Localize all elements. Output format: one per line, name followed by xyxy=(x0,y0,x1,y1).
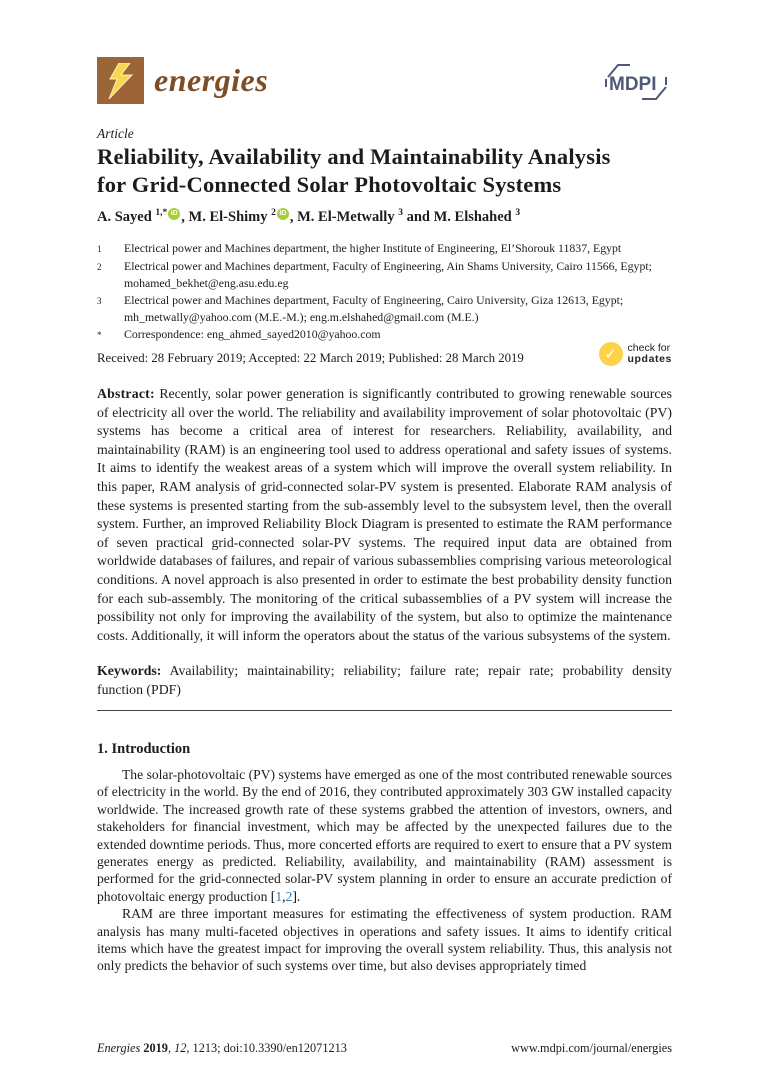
citation-ref-1[interactable]: 1 xyxy=(275,888,283,904)
citation-1-2: [1,2]. xyxy=(270,888,301,904)
svg-text:MDPI: MDPI xyxy=(609,74,657,95)
badge-line2: updates xyxy=(627,353,672,365)
affiliation-row xyxy=(97,326,672,344)
energies-logo-icon xyxy=(97,57,144,104)
check-for-updates-label xyxy=(628,343,672,366)
affiliation-text: Electrical power and Machines department, the higher Institute of Engineering, El’Shorouk 11837, Egypt xyxy=(124,241,622,255)
keywords-label: Keywords: xyxy=(97,663,162,678)
section-heading-introduction: 1. Introduction xyxy=(97,741,191,757)
correspondence-text: Correspondence: eng_ahmed_sayed2010@yahoo.com xyxy=(124,327,381,341)
footer-volume: , 12 xyxy=(167,1041,187,1055)
author-line xyxy=(97,208,672,226)
intro-paragraph-1 xyxy=(97,766,672,905)
author-affil-sup: 2 xyxy=(271,208,276,218)
author-name: M. El-Shimy xyxy=(188,208,268,225)
title-line-1: Reliability, Availability and Maintainability Analysis xyxy=(97,144,611,169)
author-separator: , xyxy=(289,208,298,225)
journal-logo xyxy=(97,57,672,104)
abstract-text: Recently, solar power generation is significantly contributed to growing renewable sources of electricity all over the world. The reliability and availability improvement of solar photovoltaic (PV) systems has become a critical area of interest for researchers. Reliability, availability, and maintainability (RAM) is an engineering tool used to address operational and safety issues of systems. It aims to identify the weakest areas of a system which will improve the overall system reliability. In this paper, RAM analysis of grid-connected solar-PV system is presented. Elaborate RAM analysis of these systems is presented starting from the sub-assembly level to the subsystem level, then the overall system. Further, an improved Reliability Block Diagram is presented to estimate the RAM performance of seven practical grid-connected solar-PV systems. The required input data are obtained from worldwide databases of failures, and repair of various subassemblies comprising various meteorological conditions. A novel approach is also presented in order to estimate the best probability density function for each sub-assembly. The monitoring of the critical subassemblies of a PV system will increase the possibility not only for improving the availability of the system, but also to optimize the maintenance costs. Additionally, it will inform the operators about the status of the various subsystems of the system. xyxy=(97,386,672,643)
affiliation-row xyxy=(97,258,672,292)
footer-journal-url[interactable]: www.mdpi.com/journal/energies xyxy=(511,1041,672,1055)
footer-doi: , 1213; doi:10.3390/en12071213 xyxy=(186,1041,347,1055)
author-affil-sup: 3 xyxy=(398,208,403,218)
dates-line: Received: 28 February 2019; Accepted: 22 March 2019; Published: 28 March 2019 xyxy=(97,351,524,365)
author-separator: and xyxy=(402,208,434,225)
intro-paragraph-2: RAM are three important measures for estimating the effectiveness of system production. RAM analysis has many multi-faceted objectives in operations and safety issues. It aims to identify critical items which have the greatest impact for improving the overall system reliability. Thus, this analysis not only predicts the behavior of such systems over time, but also devises appropriately timed xyxy=(97,906,672,974)
lightning-bolt-icon xyxy=(108,63,134,99)
affiliation-row xyxy=(97,240,672,258)
affiliation-text: Electrical power and Machines department, Faculty of Engineering, Ain Shams University, Cairo 11566, Egypt; mohamed_bekhet@eng.asu.edu.eg xyxy=(124,259,652,290)
mdpi-logo xyxy=(600,61,672,108)
author-name: A. Sayed xyxy=(97,208,152,225)
affiliation-marker: 1 xyxy=(97,244,102,254)
intro-paragraph-1-text: The solar-photovoltaic (PV) systems have emerged as one of the most contributed renewable sources of electricity in the world. By the end of 2016, they contributed approximately 303 GW installed capacity worldwide. The increased growth rate of these systems grabbed the attention of investors, owners, and stakeholders for financial investment, which may be affected by the unexpected failures due to the extended downtime periods. Thus, more concerted efforts are required to exert to ensure that a PV system generates energy as predicted. Reliability, availability, and maintainability (RAM) assessment is performed for the grid-connected solar-PV system planning in order to ensure an accurate prediction of photovoltaic energy production xyxy=(97,767,672,904)
footer-year: 2019 xyxy=(140,1041,168,1055)
check-icon: ✓ xyxy=(599,342,623,366)
orcid-icon[interactable]: iD xyxy=(277,208,289,220)
affiliations xyxy=(97,240,672,344)
page-title xyxy=(97,143,672,199)
citation-ref-2[interactable]: 2 xyxy=(285,888,293,904)
masthead xyxy=(97,57,672,107)
keywords-text: Availability; maintainability; reliability; failure rate; repair rate; probability density function (PDF) xyxy=(97,663,672,697)
journal-name: energies xyxy=(154,62,269,98)
footer-journal-name: Energies xyxy=(97,1041,141,1055)
affiliation-marker: 3 xyxy=(97,296,102,306)
badge-line1: check for xyxy=(627,341,671,354)
footer-citation xyxy=(97,1041,347,1056)
check-for-updates-badge[interactable] xyxy=(599,342,672,366)
author-separator: , xyxy=(181,208,189,225)
affiliation-text: Electrical power and Machines department, Faculty of Engineering, Cairo University, Giza 12613, Egypt; mh_metwally@yahoo.com (M.E.-M.); eng.m.elshahed@gmail.com (M.E.) xyxy=(124,293,624,324)
affiliation-marker: 2 xyxy=(97,262,102,272)
article-type-label: Article xyxy=(97,126,134,141)
correspondence-marker: * xyxy=(97,330,102,340)
abstract xyxy=(97,385,672,645)
author-affil-sup: 3 xyxy=(515,208,521,218)
orcid-icon[interactable]: iD xyxy=(168,208,180,220)
section-divider xyxy=(97,710,672,711)
page-footer xyxy=(97,1041,672,1056)
affiliation-row xyxy=(97,292,672,326)
title-line-2: for Grid-Connected Solar Photovoltaic Systems xyxy=(97,172,562,197)
introduction-body xyxy=(97,766,672,975)
abstract-label: Abstract: xyxy=(97,386,155,401)
author-affil-sup: 1,* xyxy=(155,208,168,218)
author-name: M. El-Metwally xyxy=(297,208,395,225)
author-name: M. Elshahed xyxy=(433,208,512,225)
keywords xyxy=(97,662,672,699)
